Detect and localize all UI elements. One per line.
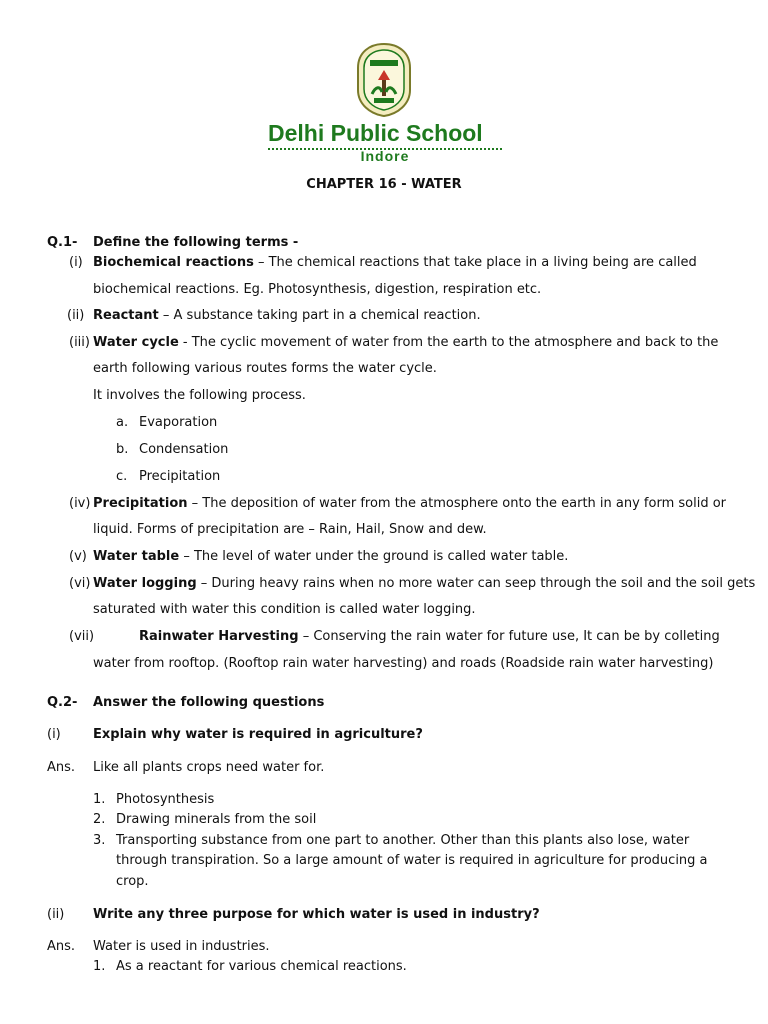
q1-item-def: – The chemical reactions that take place in a living being are called — [253, 255, 697, 270]
q1-item-def: – During heavy rains when no more water can seep through the soil and the soil gets — [196, 576, 756, 591]
q1-item-def: – Conserving the rain water for future use, It can be by colleting — [298, 629, 720, 644]
answer-point: Photosynthesis — [116, 792, 215, 807]
q1-item-def: - The cyclic movement of water from the earth to the atmosphere and back to the — [178, 335, 719, 350]
q1-title: Define the following terms - — [93, 235, 299, 250]
process-letter: b. — [116, 442, 129, 457]
q1-item-roman: (iv) — [69, 496, 91, 511]
answer-point-number: 3. — [93, 833, 106, 848]
q2-number: Q.2- — [47, 695, 78, 710]
q1-item-roman: (i) — [69, 255, 83, 270]
question-roman: (ii) — [47, 907, 65, 922]
answer-point: Drawing minerals from the soil — [116, 812, 317, 827]
q1-item-term: Precipitation — [93, 496, 188, 511]
q1-item-term: Rainwater Harvesting — [139, 629, 299, 644]
school-city: Indore — [360, 148, 410, 164]
q1-item-term: Water cycle — [93, 335, 179, 350]
q1-item-roman: (vii) — [69, 629, 95, 644]
q1-item-roman: (iii) — [69, 335, 90, 350]
answer-point: Transporting substance from one part to another. Other than this plants also lose, water — [116, 833, 690, 848]
process-item: Condensation — [139, 442, 229, 457]
q1-item-def: – The deposition of water from the atmosphere onto the earth in any form solid or — [187, 496, 727, 511]
process-item: Precipitation — [139, 469, 221, 484]
answer-text: Like all plants crops need water for. — [93, 760, 325, 775]
answer-label: Ans. — [47, 760, 76, 775]
answer-point-cont: crop. — [116, 874, 149, 889]
q1-item-line — [93, 496, 726, 512]
q1-item-def: – The level of water under the ground is called water table. — [179, 549, 569, 564]
q1-item-line — [93, 335, 718, 351]
answer-point-cont: through transpiration. So a large amount of water is required in agriculture for producing a — [116, 853, 708, 868]
q1-item-roman: (vi) — [69, 576, 91, 591]
answer-point-number: 2. — [93, 812, 106, 827]
q1-item-line — [93, 308, 481, 324]
answer-point-number: 1. — [93, 959, 106, 974]
process-item: Evaporation — [139, 415, 218, 430]
q1-item-term: Water table — [93, 549, 180, 564]
q1-item-def-cont: It involves the following process. — [93, 388, 306, 403]
q1-item-line — [139, 629, 720, 645]
q1-item-def-cont: biochemical reactions. Eg. Photosynthesis, digestion, respiration etc. — [93, 282, 542, 297]
q1-item-def: – A substance taking part in a chemical reaction. — [158, 308, 481, 323]
answer-label: Ans. — [47, 939, 76, 954]
q1-item-term: Water logging — [93, 576, 197, 591]
q1-item-roman: (ii) — [67, 308, 85, 323]
q1-item-def-cont: earth following various routes forms the water cycle. — [93, 361, 437, 376]
q2-title: Answer the following questions — [93, 695, 325, 710]
process-letter: a. — [116, 415, 129, 430]
process-letter: c. — [116, 469, 128, 484]
chapter-title: CHAPTER 16 - WATER — [306, 177, 462, 192]
answer-text: Water is used in industries. — [93, 939, 270, 954]
question-roman: (i) — [47, 727, 61, 742]
question-text: Explain why water is required in agriculture? — [93, 727, 423, 742]
q1-number: Q.1- — [47, 235, 78, 250]
q1-item-roman: (v) — [69, 549, 87, 564]
school-name: Delhi Public School — [268, 120, 502, 150]
q1-item-line — [93, 549, 568, 565]
q1-item-term: Reactant — [93, 308, 159, 323]
q1-item-term: Biochemical reactions — [93, 255, 254, 270]
q1-item-def-cont: saturated with water this condition is called water logging. — [93, 602, 476, 617]
answer-point: As a reactant for various chemical reactions. — [116, 959, 407, 974]
q1-item-def-cont: water from rooftop. (Rooftop rain water harvesting) and roads (Roadside rain water harvesting) — [93, 656, 714, 671]
q1-item-line — [93, 255, 697, 271]
question-text: Write any three purpose for which water is used in industry? — [93, 907, 540, 922]
school-crest-logo — [352, 42, 416, 118]
q1-item-def-cont: liquid. Forms of precipitation are – Rain, Hail, Snow and dew. — [93, 522, 487, 537]
answer-point-number: 1. — [93, 792, 106, 807]
q1-item-line — [93, 576, 755, 592]
